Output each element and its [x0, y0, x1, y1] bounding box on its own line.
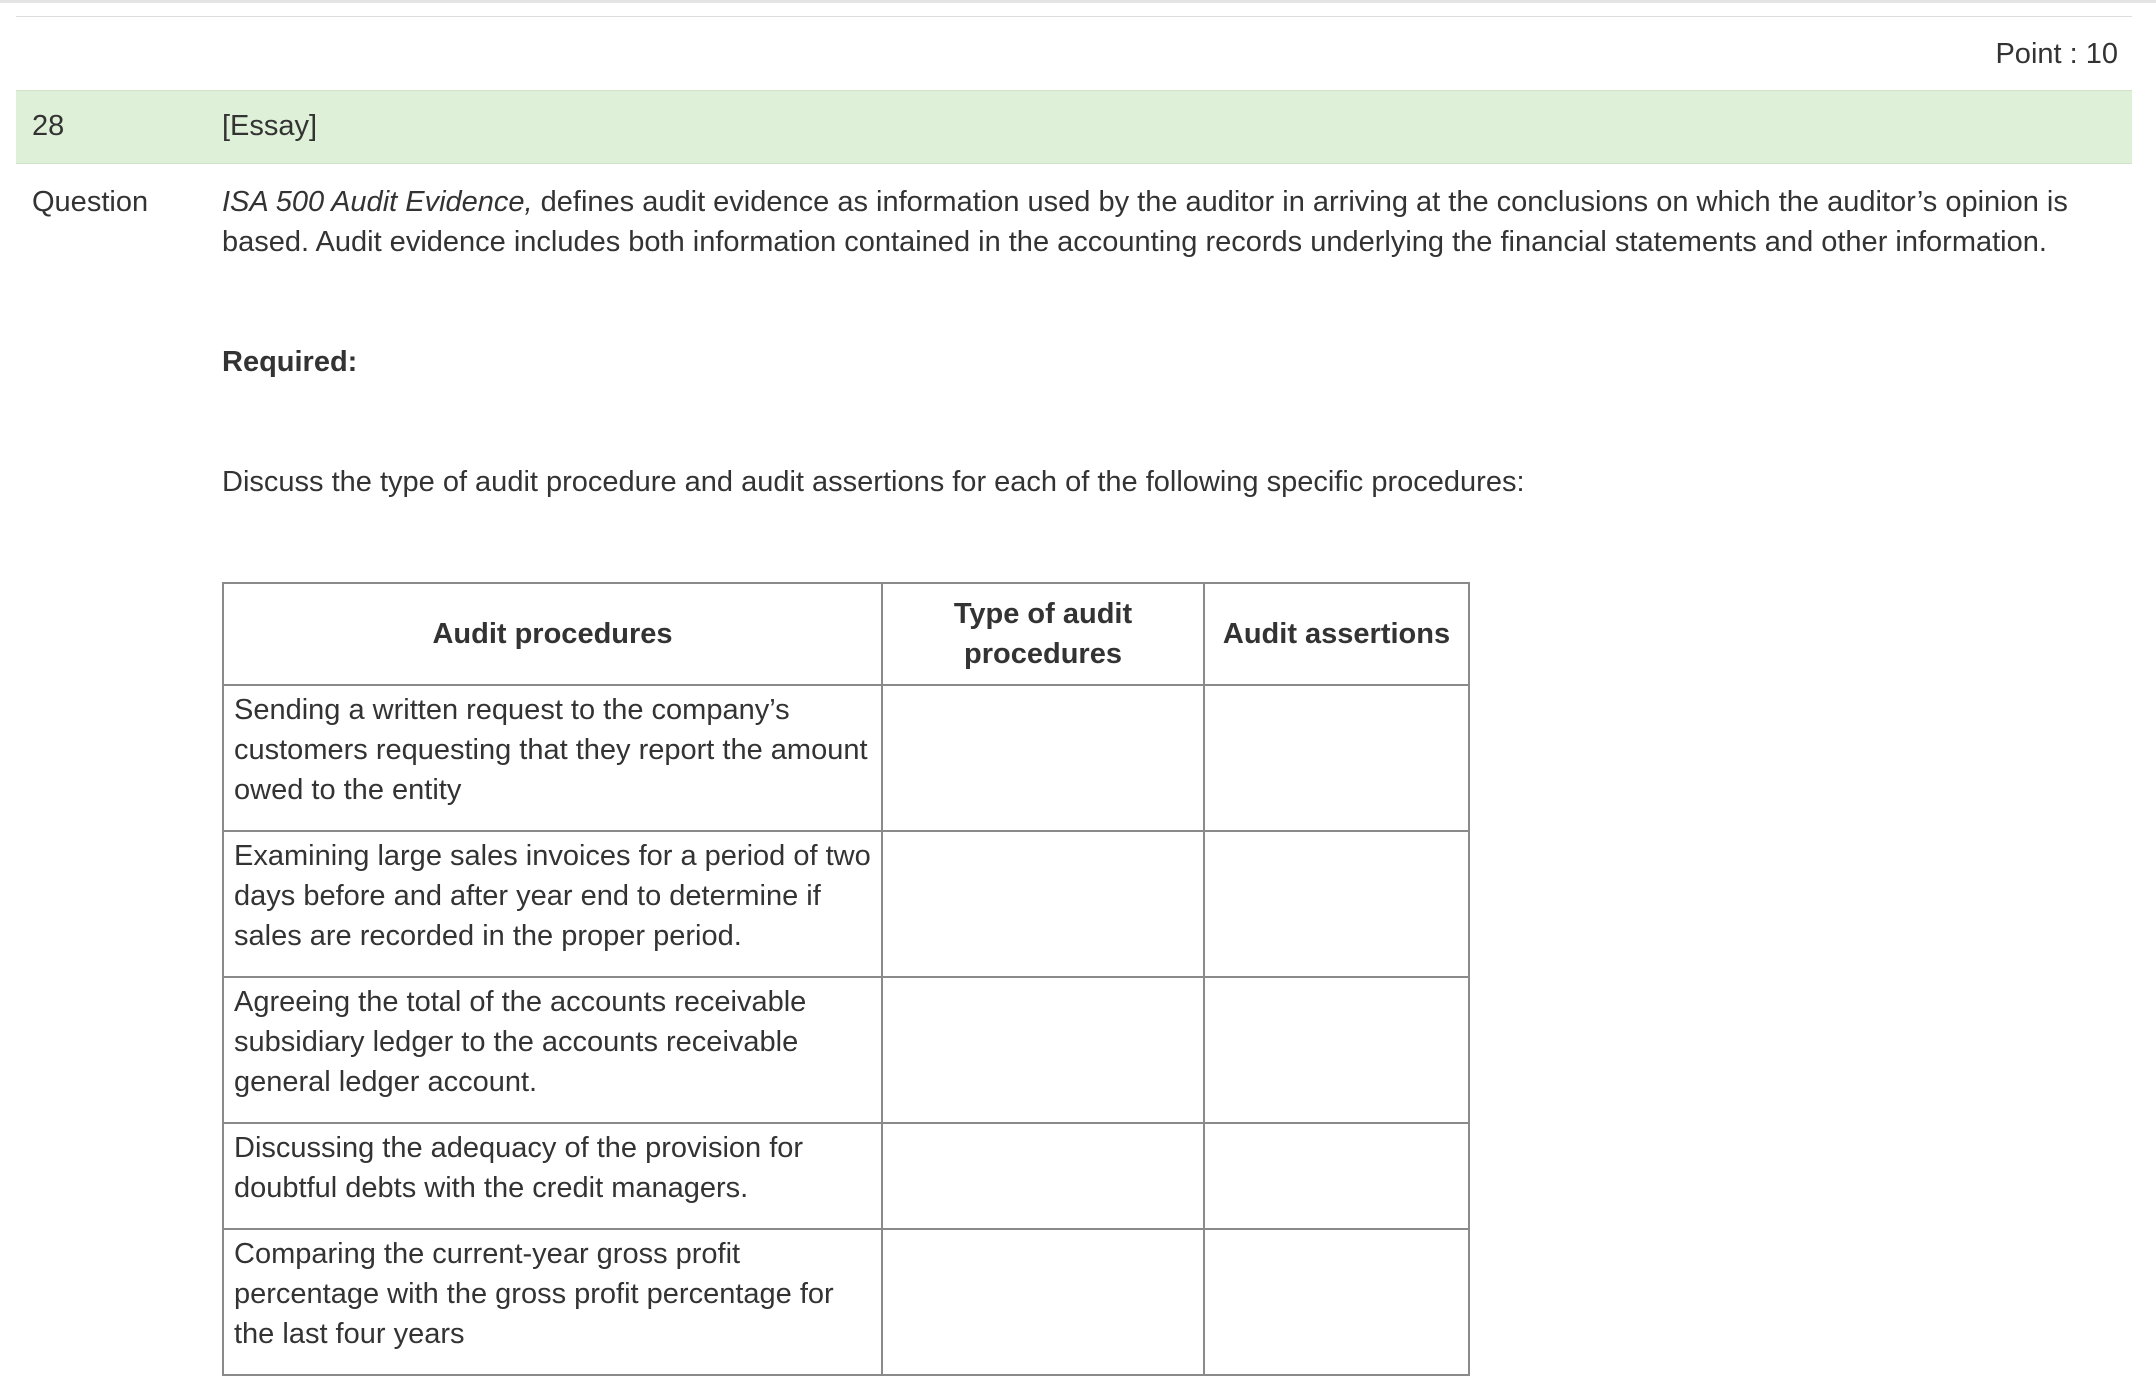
type-cell	[882, 685, 1204, 831]
question-type: [Essay]	[222, 110, 318, 142]
question-body	[222, 182, 2122, 502]
question-label: Question	[32, 186, 149, 218]
header-audit-procedures: Audit procedures	[223, 583, 882, 685]
type-cell	[882, 1229, 1204, 1375]
table-row	[223, 1123, 1469, 1229]
top-edge-divider	[0, 0, 2156, 3]
discuss-instruction: Discuss the type of audit procedure and audit assertions for each of the following specific procedures:	[222, 466, 1525, 498]
question-intro	[222, 182, 2122, 262]
required-heading: Required:	[222, 346, 358, 378]
procedure-cell: Sending a written request to the company’s customers requesting that they report the amount owed to the entity	[223, 685, 882, 831]
header-type-of-audit-procedures	[882, 583, 1204, 685]
table-row	[223, 977, 1469, 1123]
header-audit-assertions: Audit assertions	[1204, 583, 1469, 685]
type-cell	[882, 977, 1204, 1123]
type-cell	[882, 831, 1204, 977]
intro-text: defines audit evidence as information used by the auditor in arriving at the conclusions on which the auditor’s opinion is based. Audit evidence includes both information contained in the accounting records underlying the financial statements and other information.	[222, 186, 2068, 258]
assertion-cell	[1204, 1123, 1469, 1229]
assertion-cell	[1204, 977, 1469, 1123]
top-divider-line	[16, 16, 2132, 17]
question-number: 28	[32, 110, 65, 142]
header-type-label: Type of audit procedures	[953, 598, 1133, 670]
table-row	[223, 685, 1469, 831]
table-row	[223, 1229, 1469, 1375]
isa-reference: ISA 500 Audit Evidence,	[222, 186, 533, 218]
table-row	[223, 831, 1469, 977]
assertion-cell	[1204, 1229, 1469, 1375]
points-label: Point : 10	[1995, 38, 2118, 70]
procedure-cell: Examining large sales invoices for a period of two days before and after year end to determine if sales are recorded in the proper period.	[223, 831, 882, 977]
procedure-cell: Discussing the adequacy of the provision for doubtful debts with the credit managers.	[223, 1123, 882, 1229]
audit-procedures-table	[222, 582, 1470, 1376]
procedure-cell: Agreeing the total of the accounts receivable subsidiary ledger to the accounts receivable general ledger account.	[223, 977, 882, 1123]
assertion-cell	[1204, 831, 1469, 977]
procedure-cell: Comparing the current-year gross profit percentage with the gross profit percentage for the last four years	[223, 1229, 882, 1375]
assertion-cell	[1204, 685, 1469, 831]
question-header-band	[16, 90, 2132, 164]
type-cell	[882, 1123, 1204, 1229]
table-header-row	[223, 583, 1469, 685]
